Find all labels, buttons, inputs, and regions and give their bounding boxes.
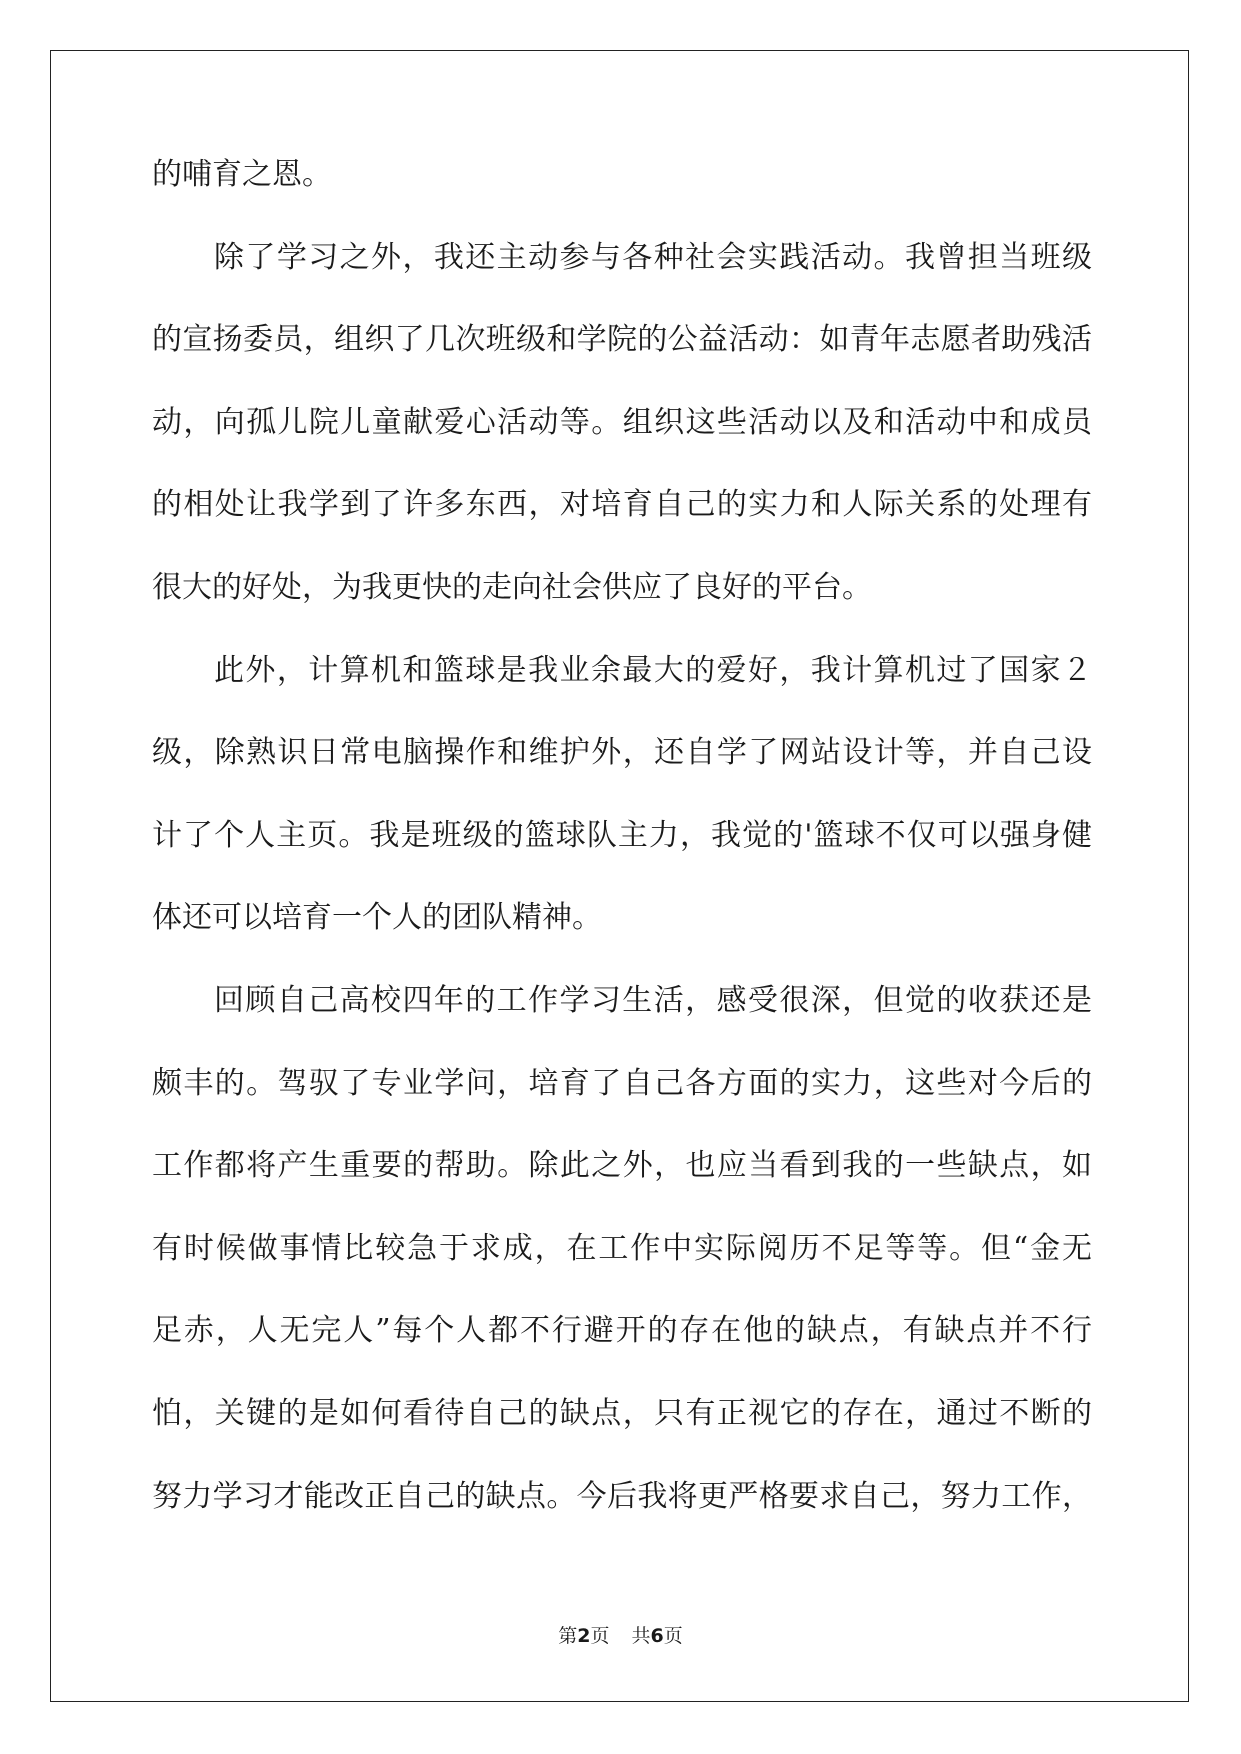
text-line: 级，除熟识日常电脑操作和维护外，还自学了网站设计等，并自己设 xyxy=(152,735,1092,771)
text-line: 除了学习之外，我还主动参与各种社会实践活动。我曾担当班级 xyxy=(214,239,1092,275)
text-line: 动，向孤儿院儿童献爱心活动等。组织这些活动以及和活动中和成员 xyxy=(152,404,1092,440)
text-line: 此外，计算机和篮球是我业余最大的爱好，我计算机过了国家２ xyxy=(214,652,1092,688)
text-line: 有时候做事情比较急于求成，在工作中实际阅历不足等等。但“金无 xyxy=(152,1230,1092,1266)
text-line: 计了个人主页。我是班级的篮球队主力，我觉的'篮球不仅可以强身健 xyxy=(152,817,1092,853)
total-page-number: 6 xyxy=(650,1625,664,1647)
text-line: 工作都将产生重要的帮助。除此之外，也应当看到我的一些缺点，如 xyxy=(152,1148,1092,1184)
footer-total-suffix: 页 xyxy=(663,1625,683,1647)
text-line: 怕，关键的是如何看待自己的缺点，只有正视它的存在，通过不断的 xyxy=(152,1395,1092,1431)
text-line: 回顾自己高校四年的工作学习生活，感受很深，但觉的收获还是 xyxy=(214,982,1092,1018)
text-line: 颇丰的。驾驭了专业学问，培育了自己各方面的实力，这些对今后的 xyxy=(152,1065,1092,1101)
text-line: 的相处让我学到了许多东西，对培育自己的实力和人际关系的处理有 xyxy=(152,487,1092,523)
text-line: 的哺育之恩。 xyxy=(152,157,332,192)
text-line: 足赤，人无完人”每个人都不行避开的存在他的缺点，有缺点并不行 xyxy=(152,1313,1092,1349)
current-page-number: 2 xyxy=(577,1625,591,1647)
page-footer xyxy=(0,1621,1241,1648)
footer-total-prefix: 共 xyxy=(631,1625,651,1647)
text-line: 努力学习才能改正自己的缺点。今后我将更严格要求自己，努力工作， xyxy=(152,1478,1092,1514)
text-line: 很大的好处，为我更快的走向社会供应了良好的平台。 xyxy=(152,569,872,605)
text-line: 的宣扬委员，组织了几次班级和学院的公益活动：如青年志愿者助残活 xyxy=(152,322,1092,358)
footer-prefix: 第 xyxy=(558,1625,578,1647)
document-body xyxy=(152,155,1092,1559)
footer-page-suffix: 页 xyxy=(590,1625,610,1647)
text-line: 体还可以培育一个人的团队精神。 xyxy=(152,900,602,936)
